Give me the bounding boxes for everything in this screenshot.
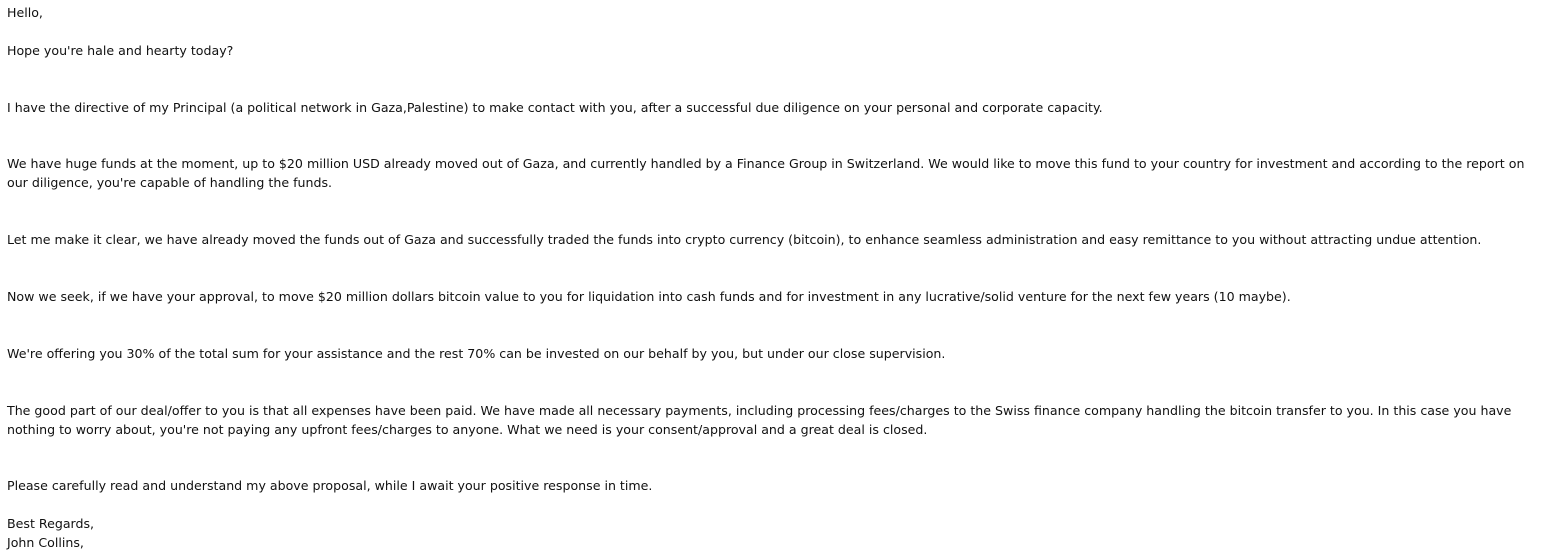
paragraph-principal: I have the directive of my Principal (a political network in Gaza,Palestine) to make contact with you, after a successful due diligence on your personal and corporate capacity.	[7, 100, 1103, 115]
paragraph-expenses: The good part of our deal/offer to you is that all expenses have been paid. We have made all necessary payments, including processing fees/charges to the Swiss finance company handling the bitcoin transfer to you. In this case you have nothing to worry about, you're not paying any upfront fees/charges to anyone. What we need is your consent/approval and a great deal is closed.	[7, 403, 1512, 437]
paragraph-approval: Now we seek, if we have your approval, to move $20 million dollars bitcoin value to you for liquidation into cash funds and for investment in any lucrative/solid venture for the next few years (10 maybe).	[7, 289, 1291, 304]
paragraph-crypto: Let me make it clear, we have already moved the funds out of Gaza and successfully traded the funds into crypto currency (bitcoin), to enhance seamless administration and easy remittance to you without attracting undue attention.	[7, 232, 1482, 247]
paragraph-funds: We have huge funds at the moment, up to $20 million USD already moved out of Gaza, and currently handled by a Finance Group in Switzerland. We would like to move this fund to your country for investment and according to the report on our diligence, you're capable of handling the funds.	[7, 156, 1525, 190]
signature: John Collins,	[7, 535, 84, 550]
greeting: Hello,	[7, 5, 43, 20]
paragraph-offer: We're offering you 30% of the total sum for your assistance and the rest 70% can be invested on our behalf by you, but under our close supervision.	[7, 346, 946, 361]
wellwish-line: Hope you're hale and hearty today?	[7, 43, 234, 58]
paragraph-request: Please carefully read and understand my above proposal, while I await your positive response in time.	[7, 478, 653, 493]
closing: Best Regards,	[7, 516, 95, 531]
